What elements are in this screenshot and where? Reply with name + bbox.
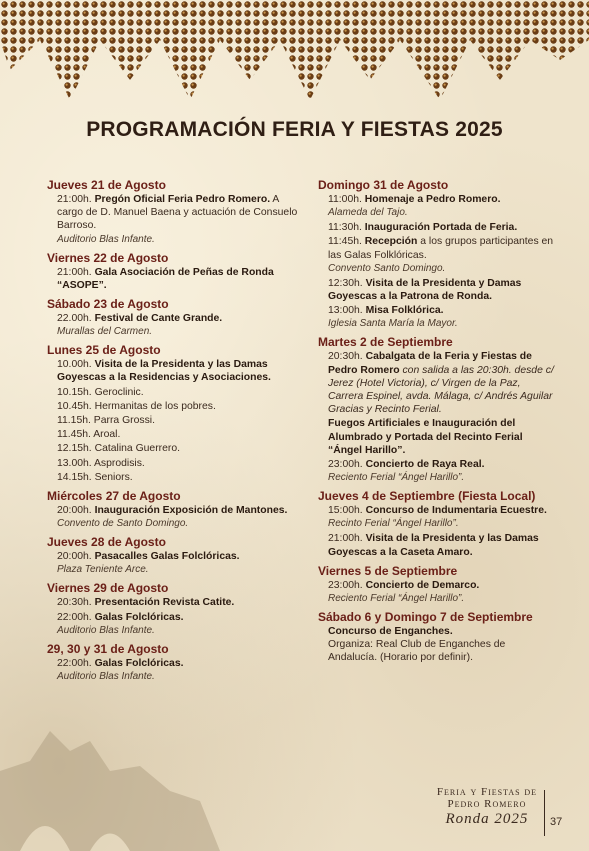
event-time: 22.00h. — [57, 313, 92, 325]
event-detail: Geroclinic. — [94, 386, 144, 398]
day-title: Jueves 28 de Agosto — [47, 535, 166, 550]
event-venue: Auditorio Blas Infante. — [57, 233, 155, 245]
event-route: con salida a las 20:30h. desde c/ Jerez (Hotel Victoria), c/ Virgen de la Paz, Carrera Espinel, avda. Málaga, c/ Andrés Aguilar Gracias y Recinto Ferial. — [328, 364, 554, 416]
left-column — [47, 178, 299, 688]
event-time: 10.15h. — [57, 386, 92, 398]
program-entry — [318, 625, 554, 638]
day-title: Sábado 23 de Agosto — [47, 297, 169, 312]
event-venue: Auditorio Blas Infante. — [57, 624, 155, 636]
program-entry — [47, 386, 299, 399]
program-entry — [47, 428, 299, 441]
event-venue: Murallas del Carmen. — [57, 326, 153, 338]
event-name: Pasacalles Galas Folclóricas. — [94, 551, 240, 563]
event-name: Homenaje a Pedro Romero. — [364, 194, 501, 205]
event-time: 13:00h. — [328, 305, 363, 317]
program-entry — [318, 277, 554, 303]
lace-border-decoration — [0, 0, 589, 112]
event-detail: Parra Grossi. — [93, 415, 155, 427]
event-time: 11:00h. — [328, 194, 362, 205]
bridge-sketch-decoration — [0, 711, 220, 851]
event-time: 14.15h. — [57, 471, 92, 483]
event-name: Fuegos Artificiales e Inauguración del Alumbrado y Portada del Recinto Ferial “Ángel Harillo”. — [328, 418, 523, 456]
event-detail: Seniors. — [94, 471, 133, 483]
day-title: Jueves 21 de Agosto — [47, 178, 166, 192]
program-entry — [47, 266, 299, 292]
day-block — [47, 581, 299, 636]
day-block — [318, 564, 554, 605]
day-title: Sábado 6 y Domingo 7 de Septiembre — [318, 610, 533, 625]
event-name: Misa Folklórica. — [365, 305, 444, 317]
day-block — [318, 335, 554, 484]
day-title: Domingo 31 de Agosto — [318, 178, 449, 192]
event-name: Visita de la Presidenta y Damas Goyescas a la Patrona de Ronda. — [328, 277, 522, 303]
program-entry — [47, 442, 299, 455]
brand-line-2: Pedro Romero — [447, 798, 527, 810]
program-entry — [47, 193, 299, 233]
event-time: 20:30h. — [328, 351, 363, 363]
program-entry — [47, 657, 299, 670]
day-block — [47, 343, 299, 484]
event-detail: Aroal. — [93, 429, 121, 441]
event-detail: A cargo de D. Manuel Baena y actuación de Consuelo Barroso. — [57, 194, 298, 232]
event-name: Presentación Revista Catite. — [94, 597, 235, 609]
event-name: Cabalgata de la Feria y Fiestas de Pedro Romero — [328, 351, 532, 376]
day-block — [47, 642, 299, 683]
event-time: 23:00h. — [328, 579, 363, 591]
event-name: Festival de Cante Grande. — [94, 313, 223, 325]
day-block — [47, 251, 299, 292]
event-name: Galas Folclóricas. — [94, 611, 184, 623]
program-entry — [47, 596, 299, 609]
program-entry — [47, 611, 299, 624]
program-entry — [318, 193, 554, 206]
event-time: 21:00h. — [57, 266, 92, 278]
day-title: Miércoles 27 de Agosto — [47, 489, 181, 504]
event-time: 20:00h. — [57, 551, 92, 563]
day-title: Viernes 5 de Septiembre — [318, 563, 458, 578]
day-title: Viernes 29 de Agosto — [47, 581, 169, 596]
event-time: 20:30h. — [57, 597, 92, 609]
program-entry — [318, 221, 554, 234]
day-block — [318, 489, 554, 559]
event-venue: Auditorio Blas Infante. — [57, 671, 155, 683]
program-entry — [47, 457, 299, 470]
divider — [544, 790, 545, 836]
day-title: Jueves 4 de Septiembre (Fiesta Local) — [318, 489, 536, 504]
page-title: PROGRAMACIÓN FERIA Y FIESTAS 2025 — [86, 118, 503, 141]
event-venue: Alameda del Tajo. — [328, 207, 408, 219]
day-block — [47, 178, 299, 246]
event-time: 22:00h. — [57, 611, 92, 623]
event-venue: Reciento Ferial “Ángel Harillo”. — [328, 472, 465, 484]
day-block — [47, 535, 299, 576]
program-entry — [318, 504, 554, 517]
event-name: Visita de la Presidenta y las Damas Goyescas a la Caseta Amaro. — [328, 533, 539, 558]
day-block — [318, 610, 554, 665]
event-detail: Catalina Guerrero. — [94, 443, 181, 455]
event-venue: Reciento Ferial “Ángel Harillo”. — [328, 593, 465, 605]
event-time: 20:00h. — [57, 505, 92, 517]
event-detail: a los grupos participantes en las Galas Folklóricas. — [328, 236, 554, 261]
event-time: 22:00h. — [57, 657, 92, 669]
event-time: 21:00h. — [328, 533, 363, 545]
program-entry — [318, 235, 554, 261]
event-time: 15:00h. — [328, 505, 363, 517]
day-title: 29, 30 y 31 de Agosto — [47, 641, 169, 656]
event-name: Inauguración Exposición de Mantones. — [94, 505, 288, 517]
event-detail: Hermanitas de los pobres. — [94, 400, 216, 412]
brand-line-1: Feria y Fiestas de — [436, 786, 537, 798]
program-entry — [318, 350, 554, 416]
event-name: Concierto de Demarco. — [365, 579, 480, 591]
program-entry — [47, 414, 299, 427]
day-block — [318, 178, 554, 330]
feria-logo — [437, 786, 537, 828]
program-entry — [47, 312, 299, 325]
day-title: Viernes 22 de Agosto — [47, 250, 169, 265]
event-name: Recepción — [364, 236, 418, 248]
event-venue: Recinto Ferial “Ángel Harillo”. — [328, 518, 459, 530]
event-time: 21:00h. — [57, 194, 92, 205]
event-venue: Plaza Teniente Arce. — [57, 564, 149, 576]
program-entry — [47, 550, 299, 563]
program-entry — [47, 504, 299, 517]
event-time: 12.15h. — [57, 443, 92, 455]
event-time: 10.45h. — [57, 400, 92, 412]
event-description: Organiza: Real Club de Enganches de Andalucía. (Horario por definir). — [328, 639, 506, 664]
brand-line-3: Ronda 2025 — [445, 811, 529, 827]
event-name: Galas Folclóricas. — [94, 657, 184, 669]
event-time: 11:45h. — [328, 236, 362, 248]
program-entry — [318, 458, 554, 471]
program-entry — [47, 471, 299, 484]
day-title: Martes 2 de Septiembre — [318, 335, 453, 350]
event-name: Concurso de Indumentaria Ecuestre. — [365, 505, 547, 517]
program-entry — [47, 400, 299, 413]
event-venue: Convento de Santo Domingo. — [57, 518, 189, 530]
event-time: 11.45h. — [57, 429, 91, 441]
event-name: Visita de la Presidenta y las Damas Goyescas a la Residencias y Asociaciones. — [57, 359, 271, 384]
event-time: 23:00h. — [328, 459, 363, 471]
event-time: 11:30h. — [328, 222, 362, 234]
event-name: Inauguración Portada de Feria. — [364, 222, 518, 234]
program-entry — [47, 358, 299, 384]
program-entry — [318, 304, 554, 317]
page-number: 37 — [550, 816, 563, 828]
right-column — [318, 178, 554, 670]
event-time: 13.00h. — [57, 457, 92, 469]
day-block — [47, 489, 299, 530]
event-venue: Iglesia Santa María la Mayor. — [328, 318, 458, 330]
day-title: Lunes 25 de Agosto — [47, 343, 161, 358]
event-name: Gala Asociación de Peñas de Ronda “ASOPE”. — [57, 266, 274, 291]
event-time: 12:30h. — [328, 277, 363, 289]
event-name: Concierto de Raya Real. — [365, 459, 485, 471]
program-entry — [318, 532, 554, 558]
program-entry — [318, 579, 554, 592]
event-time: 11.15h. — [57, 415, 91, 427]
program-entry — [318, 417, 554, 457]
event-name: Pregón Oficial Feria Pedro Romero. — [94, 194, 271, 205]
event-venue: Convento Santo Domingo. — [328, 262, 446, 274]
event-detail: Asprodisis. — [94, 457, 145, 469]
day-block — [47, 297, 299, 338]
event-time: 10.00h. — [57, 359, 92, 371]
event-name: Concurso de Enganches. — [328, 626, 453, 638]
